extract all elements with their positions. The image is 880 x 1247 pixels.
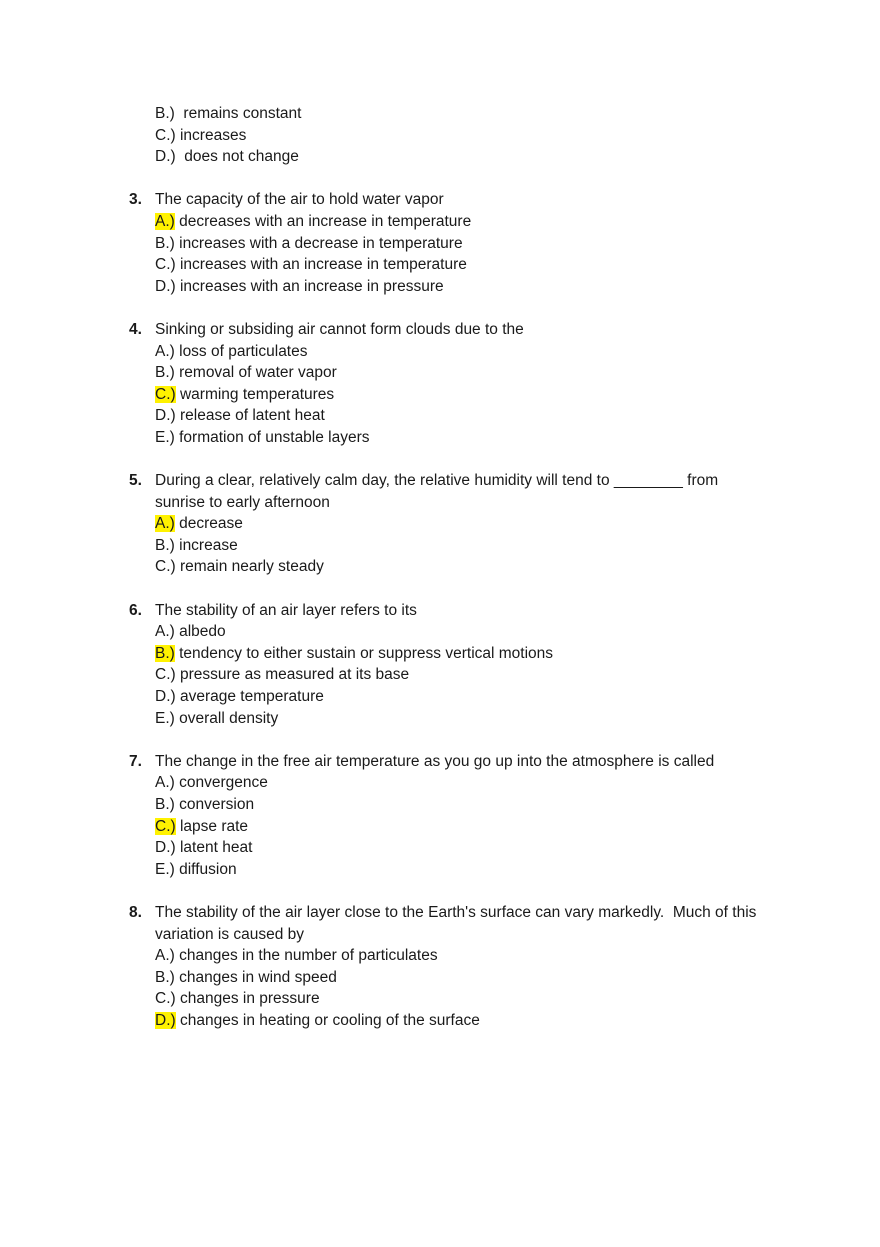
answer-option	[0, 146, 880, 168]
option-text: decrease	[174, 515, 243, 533]
option-text: does not change	[175, 148, 299, 166]
option-text: convergence	[174, 774, 268, 792]
option-text: overall density	[174, 709, 279, 727]
option-letter: C.)	[155, 126, 176, 144]
answer-option	[0, 794, 880, 816]
question-stem-continued	[0, 924, 880, 946]
answer-option	[0, 556, 880, 578]
answer-option	[0, 405, 880, 427]
quiz-content	[0, 103, 880, 1032]
answer-option	[0, 427, 880, 449]
answer-option	[0, 341, 880, 363]
question-stem-continued	[0, 492, 880, 514]
option-text: decreases with an increase in temperature	[174, 212, 472, 230]
option-text: diffusion	[174, 860, 237, 878]
option-text: lapse rate	[175, 817, 249, 835]
option-letter: B.)	[155, 536, 175, 554]
option-letter: C.)	[155, 990, 176, 1008]
option-text: changes in wind speed	[174, 968, 337, 986]
answer-option	[0, 513, 880, 535]
option-text: changes in heating or cooling of the surface	[175, 1011, 480, 1029]
answer-option	[0, 384, 880, 406]
option-letter: B.)	[155, 105, 175, 122]
option-letter: E.)	[155, 709, 175, 727]
question-block	[0, 189, 880, 297]
spacer	[0, 729, 880, 751]
answer-option	[0, 708, 880, 730]
option-text: albedo	[174, 623, 226, 641]
question-stem	[0, 470, 880, 492]
option-text: remain nearly steady	[175, 558, 324, 576]
question-number: 7.	[129, 752, 142, 770]
answer-option	[0, 967, 880, 989]
spacer	[0, 449, 880, 471]
answer-option	[0, 772, 880, 794]
spacer	[0, 168, 880, 190]
answer-option	[0, 837, 880, 859]
option-letter: A.)	[155, 623, 175, 641]
option-letter: C.)	[155, 256, 176, 274]
question-text: The stability of the air layer close to the Earth's surface can vary markedly. Much of this	[155, 903, 757, 921]
option-letter: A.)	[155, 774, 175, 792]
option-letter: D.)	[155, 839, 176, 857]
question-block	[0, 319, 880, 449]
option-text: removal of water vapor	[174, 364, 337, 382]
option-text: changes in pressure	[175, 990, 320, 1008]
answer-option	[0, 535, 880, 557]
option-letter: A.)	[155, 342, 175, 360]
answer-option	[0, 859, 880, 881]
answer-option	[0, 103, 880, 125]
option-text: loss of particulates	[174, 342, 308, 360]
answer-option	[0, 643, 880, 665]
answer-option	[0, 233, 880, 255]
question-number: 5.	[129, 472, 142, 490]
option-text: conversion	[174, 796, 255, 813]
correct-answer-letter: A.)	[155, 515, 175, 533]
answer-option	[0, 125, 880, 147]
answer-option	[0, 276, 880, 298]
option-letter: E.)	[155, 428, 175, 446]
question-number: 6.	[129, 601, 142, 619]
option-text: warming temperatures	[175, 385, 335, 403]
answer-option	[0, 362, 880, 384]
question-number: 8.	[129, 903, 142, 921]
correct-answer-letter: B.)	[155, 644, 175, 662]
question-stem	[0, 751, 880, 773]
question-text: The stability of an air layer refers to its	[155, 601, 417, 619]
option-text: changes in the number of particulates	[174, 947, 438, 965]
option-text: pressure as measured at its base	[175, 666, 410, 684]
question-text: variation is caused by	[155, 925, 305, 943]
option-text: increases	[175, 126, 247, 144]
question-block	[0, 600, 880, 730]
option-text: tendency to either sustain or suppress vertical motions	[174, 644, 554, 662]
question-block	[0, 902, 880, 1032]
question-text: During a clear, relatively calm day, the relative humidity will tend to ________ from	[155, 472, 719, 490]
option-letter: B.)	[155, 234, 175, 252]
option-text: release of latent heat	[175, 407, 325, 425]
answer-option	[0, 686, 880, 708]
option-text: increases with an increase in pressure	[175, 277, 444, 295]
answer-option	[0, 945, 880, 967]
question-number: 4.	[129, 320, 142, 338]
question-stem	[0, 319, 880, 341]
answer-option	[0, 1010, 880, 1032]
option-text: increases with an increase in temperature	[175, 256, 467, 274]
option-letter: D.)	[155, 148, 176, 166]
option-letter: E.)	[155, 860, 175, 878]
option-text: increase	[174, 536, 238, 554]
answer-option	[0, 254, 880, 276]
option-letter: D.)	[155, 407, 176, 425]
correct-answer-letter: C.)	[155, 817, 176, 835]
correct-answer-letter: D.)	[155, 1011, 176, 1029]
spacer	[0, 578, 880, 600]
option-letter: C.)	[155, 558, 176, 576]
option-letter: B.)	[155, 364, 175, 382]
spacer	[0, 297, 880, 319]
correct-answer-letter: C.)	[155, 385, 176, 403]
question-stem	[0, 189, 880, 211]
option-letter: C.)	[155, 666, 176, 684]
answer-option	[0, 621, 880, 643]
option-text: average temperature	[175, 688, 324, 706]
question-block	[0, 470, 880, 578]
option-letter: D.)	[155, 277, 176, 295]
answer-option	[0, 988, 880, 1010]
answer-option	[0, 211, 880, 233]
option-letter: D.)	[155, 688, 176, 706]
option-letter: A.)	[155, 947, 175, 965]
question-text: sunrise to early afternoon	[155, 493, 330, 511]
answer-option	[0, 664, 880, 686]
question-block	[0, 751, 880, 881]
option-text: remains constant	[174, 105, 302, 122]
question-stem	[0, 600, 880, 622]
question-number: 3.	[129, 191, 142, 209]
question-text: The capacity of the air to hold water vapor	[155, 191, 444, 209]
option-letter: B.)	[155, 796, 175, 813]
correct-answer-letter: A.)	[155, 212, 175, 230]
option-text: formation of unstable layers	[174, 428, 370, 446]
question-text: The change in the free air temperature as you go up into the atmosphere is called	[155, 752, 715, 770]
option-letter: B.)	[155, 968, 175, 986]
answer-option	[0, 816, 880, 838]
spacer	[0, 880, 880, 902]
option-text: latent heat	[175, 839, 253, 857]
carryover-options	[0, 103, 880, 168]
question-stem	[0, 902, 880, 924]
option-text: increases with a decrease in temperature	[174, 234, 463, 252]
question-text: Sinking or subsiding air cannot form clouds due to the	[155, 320, 524, 338]
